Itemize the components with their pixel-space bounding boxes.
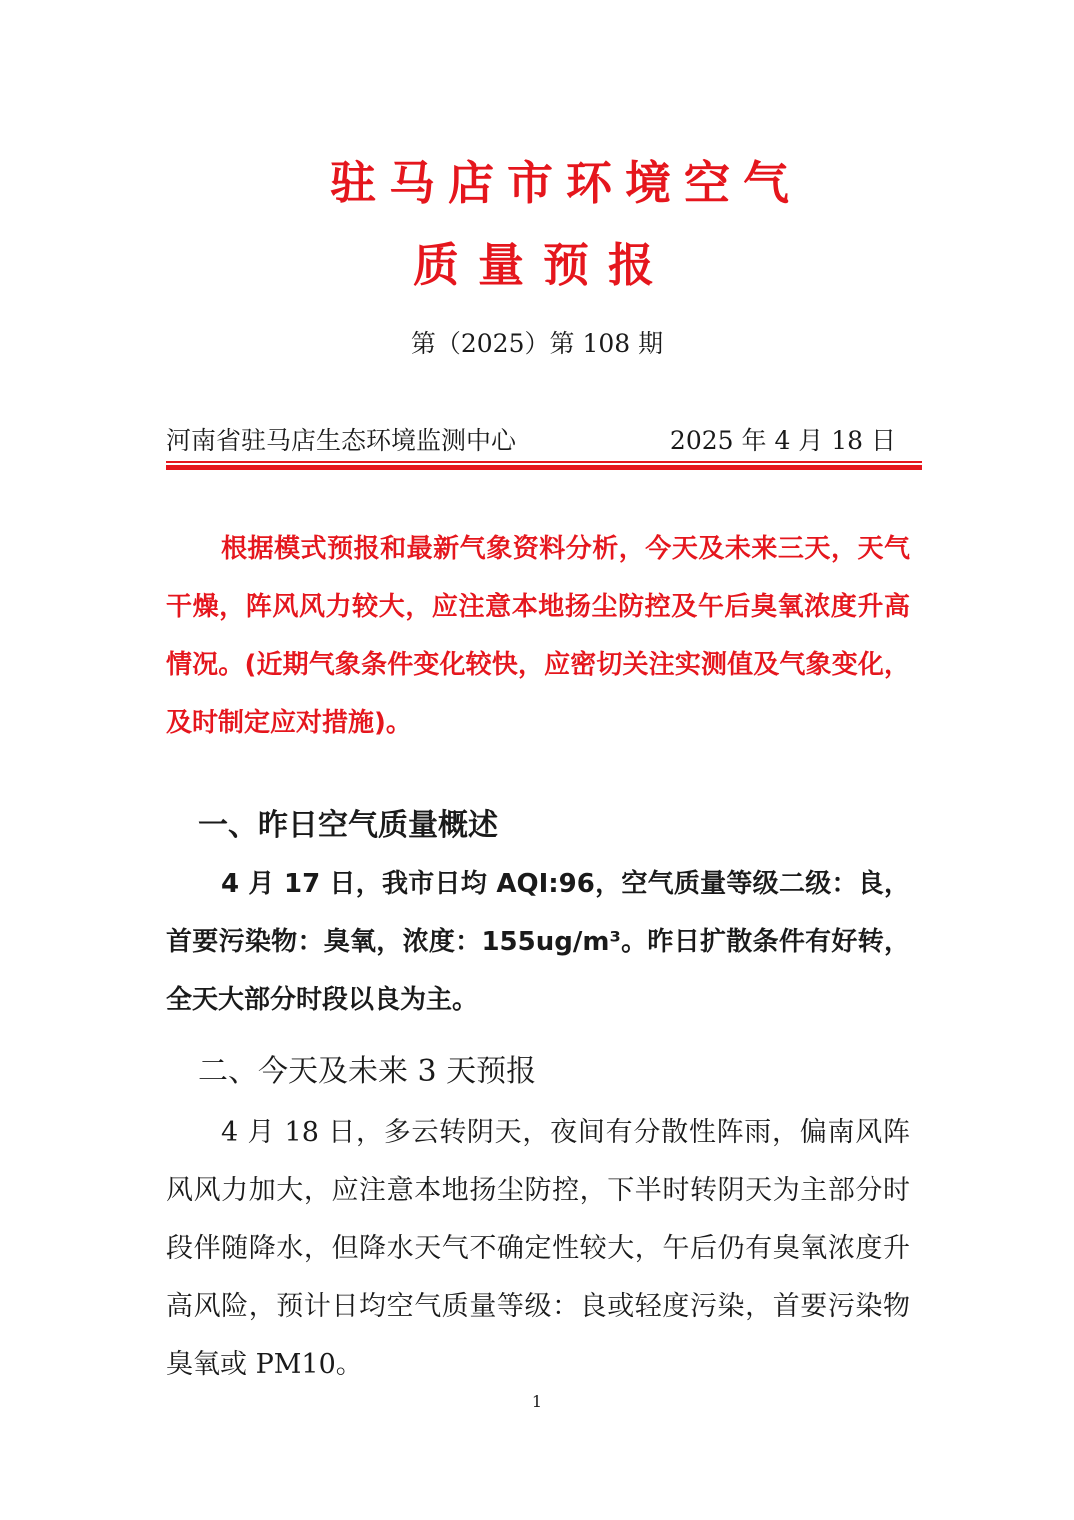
issuing-organization: 河南省驻马店生态环境监测中心 bbox=[166, 426, 517, 455]
masthead bbox=[166, 424, 906, 458]
red-rule-thick bbox=[166, 465, 922, 470]
section-body-yesterday: 4 月 17 日，我市日均 AQI:96，空气质量等级二级：良，首要污染物：臭氧，浓度：155ug/m³。昨日扩散条件有好转，全天大部分时段以良为主。 bbox=[166, 869, 910, 1015]
page-number: 1 bbox=[531, 1392, 543, 1411]
report-title-line-1: 驻马店市环境空气 bbox=[330, 156, 802, 210]
section-heading-yesterday: 一、昨日空气质量概述 bbox=[198, 808, 498, 843]
issue-date: 2025 年 4 月 18 日 bbox=[669, 426, 896, 455]
lead-paragraph: 根据模式预报和最新气象资料分析，今天及未来三天，天气干燥，阵风风力较大，应注意本地扬尘防控及午后臭氧浓度升高情况。(近期气象条件变化较快，应密切关注实测值及气象变化，及时制定应对措施)。 bbox=[166, 534, 910, 738]
report-title-line-2: 质量预报 bbox=[413, 238, 673, 292]
red-rule-thin bbox=[166, 461, 922, 463]
section-body-forecast: 4 月 18 日，多云转阴天，夜间有分散性阵雨，偏南风阵风风力加大，应注意本地扬尘防控，下半时转阴天为主部分时段伴随降水，但降水天气不确定性较大，午后仍有臭氧浓度升高风险，预计日均空气质量等级：良或轻度污染，首要污染物臭氧或 PM10。 bbox=[166, 1117, 910, 1380]
issue-number: 第（2025）第 108 期 bbox=[410, 329, 664, 358]
section-heading-forecast: 二、今天及未来 3 天预报 bbox=[198, 1054, 537, 1089]
